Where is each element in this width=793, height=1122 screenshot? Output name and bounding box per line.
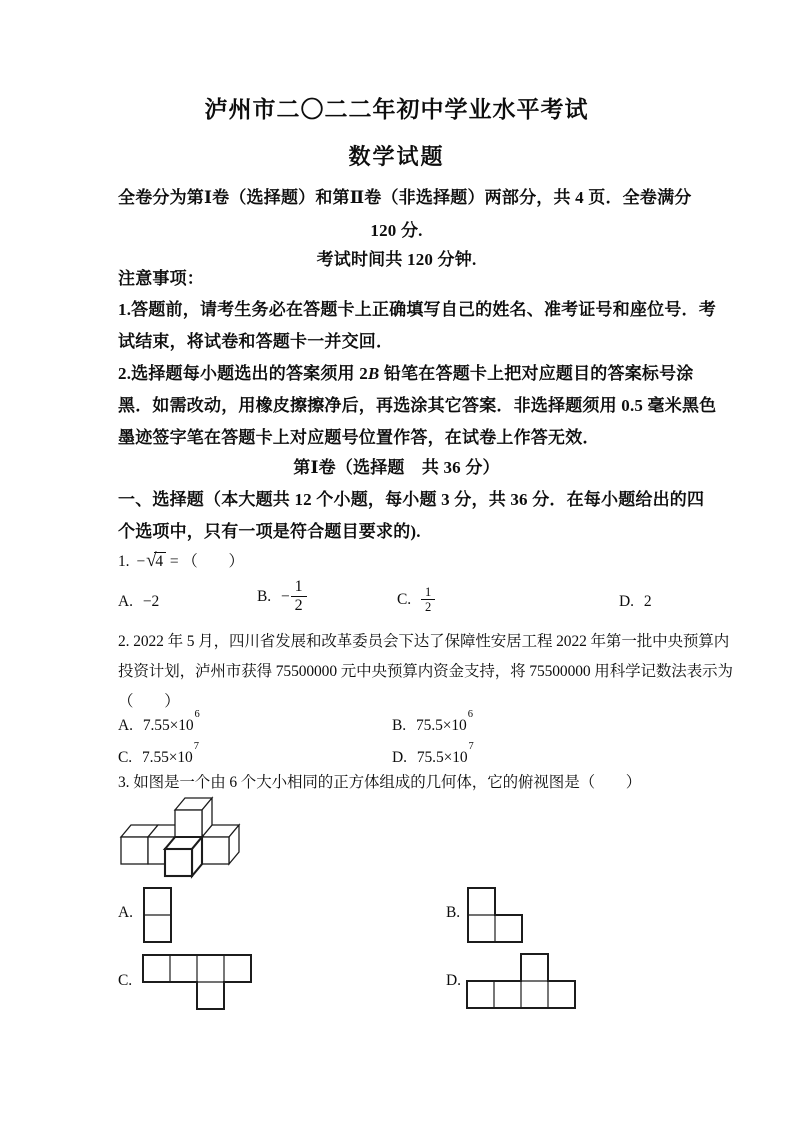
q1-option-b bbox=[257, 578, 307, 615]
q1-option-c bbox=[397, 585, 435, 614]
notice-heading: 注意事项： bbox=[118, 269, 204, 288]
q2-option-b-value: 75.5×10 bbox=[416, 717, 467, 735]
notice-item2-line1: 2.选择题每小题选出的答案须用 2B 铅笔在答题卡上把对应题目的答案标号涂 bbox=[118, 364, 694, 383]
question-2-stem-line2: 投资计划，泸州市获得 75500000 元中央预算内资金支持，将 75500000 用科学记数法表示为 bbox=[118, 663, 733, 680]
page-title: 泸州市二〇二二年初中学业水平考试 bbox=[204, 97, 589, 122]
q3-option-d-label: D. bbox=[446, 972, 461, 989]
q2-option-d-value: 75.5×10 bbox=[416, 749, 468, 767]
q1-option-d-label: D. bbox=[619, 593, 634, 610]
doc-subtitle: 数学试题 bbox=[348, 144, 445, 169]
intro-line-1: 全卷分为第Ⅰ卷（选择题）和第Ⅱ卷（非选择题）两部分，共 4 页．全卷满分 bbox=[118, 188, 692, 207]
q1-option-b-sign: − bbox=[281, 587, 290, 605]
q1-option-d bbox=[619, 592, 652, 611]
question-1-stem bbox=[118, 551, 244, 571]
radicand: 4 bbox=[154, 552, 166, 571]
q3-option-c-figure bbox=[141, 953, 253, 1011]
q2-option-a-exponent: 6 bbox=[194, 709, 200, 720]
equals-and-answer-blank: = （ ） bbox=[166, 553, 244, 570]
q2-option-c-value: 7.55×10 bbox=[142, 749, 193, 767]
q2-option-b-label: B. bbox=[392, 717, 407, 735]
q2-option-d-exponent: 7 bbox=[468, 741, 474, 752]
q3-option-c-label: C. bbox=[118, 972, 133, 989]
q2-option-b-exponent: 6 bbox=[467, 709, 473, 720]
q2-option-b bbox=[392, 709, 473, 736]
q2-option-a-value: 7.55×10 bbox=[142, 717, 194, 735]
minus-sign: − bbox=[136, 553, 146, 570]
notice-item2-line3: 墨迹签字笔在答题卡上对应题号位置作答，在试卷上作答无效． bbox=[118, 428, 600, 447]
q1-option-c-fraction: $\frac{1}{2}$ bbox=[421, 585, 435, 614]
q1-option-c-label: C. bbox=[397, 590, 412, 608]
q1-option-d-value: 2 bbox=[643, 593, 652, 610]
q1-option-a bbox=[118, 592, 159, 611]
q3-option-b-label: B. bbox=[446, 904, 461, 921]
notice-item1-line2: 试结束，将试卷和答题卡一并交回． bbox=[118, 332, 394, 351]
q2-option-d bbox=[392, 741, 474, 768]
q2-option-c-exponent: 7 bbox=[193, 741, 199, 752]
q2-option-d-label: D. bbox=[392, 749, 407, 767]
sqrt-radical: √4 bbox=[146, 553, 166, 570]
question-2-answer-blank: （ ） bbox=[118, 693, 180, 710]
q1-option-a-label: A. bbox=[118, 593, 133, 610]
q3-option-a-figure bbox=[142, 886, 173, 944]
part-heading-line1: 一、选择题（本大题共 12 个小题，每小题 3 分，共 36 分．在每小题给出的四 bbox=[118, 490, 705, 509]
notice-item2-line2: 黑．如需改动，用橡皮擦擦净后，再选涂其它答案．非选择题须用 0.5 毫米黑色 bbox=[118, 396, 717, 415]
question-2-stem-line1: 2. 2022 年 5 月，四川省发展和改革委员会下达了保障性安居工程 2022 年第一批中央预算内 bbox=[118, 633, 730, 650]
q3-option-d-figure bbox=[465, 952, 577, 1010]
q2-option-c-label: C. bbox=[118, 749, 133, 767]
question-1-number: 1. bbox=[118, 553, 130, 570]
notice-item1-line1: 1.答题前，请考生务必在答题卡上正确填写自己的姓名、准考证号和座位号．考 bbox=[118, 300, 716, 319]
pencil-grade-variable: B bbox=[367, 364, 380, 383]
q3-option-a-label: A. bbox=[118, 904, 133, 921]
q1-option-b-fraction: $\frac{1}{2}$ bbox=[291, 578, 307, 615]
section-1-heading: 第Ⅰ卷（选择题 共 36 分） bbox=[293, 458, 500, 477]
question-3-stem: 3. 如图是一个由 6 个大小相同的正方体组成的几何体，它的俯视图是（ ） bbox=[118, 774, 642, 791]
q2-option-c bbox=[118, 741, 199, 768]
q1-option-b-label: B. bbox=[257, 587, 272, 605]
intro-line-2: 120 分. bbox=[370, 221, 423, 240]
q2-option-a bbox=[118, 709, 200, 736]
part-heading-line2: 个选项中，只有一项是符合题目要求的). bbox=[118, 522, 421, 541]
q3-option-b-figure bbox=[466, 886, 524, 944]
q1-option-a-value: −2 bbox=[142, 593, 160, 610]
q2-option-a-label: A. bbox=[118, 717, 133, 735]
intro-line-3: 考试时间共 120 分钟. bbox=[316, 250, 477, 269]
cube-assembly-figure bbox=[119, 796, 242, 879]
